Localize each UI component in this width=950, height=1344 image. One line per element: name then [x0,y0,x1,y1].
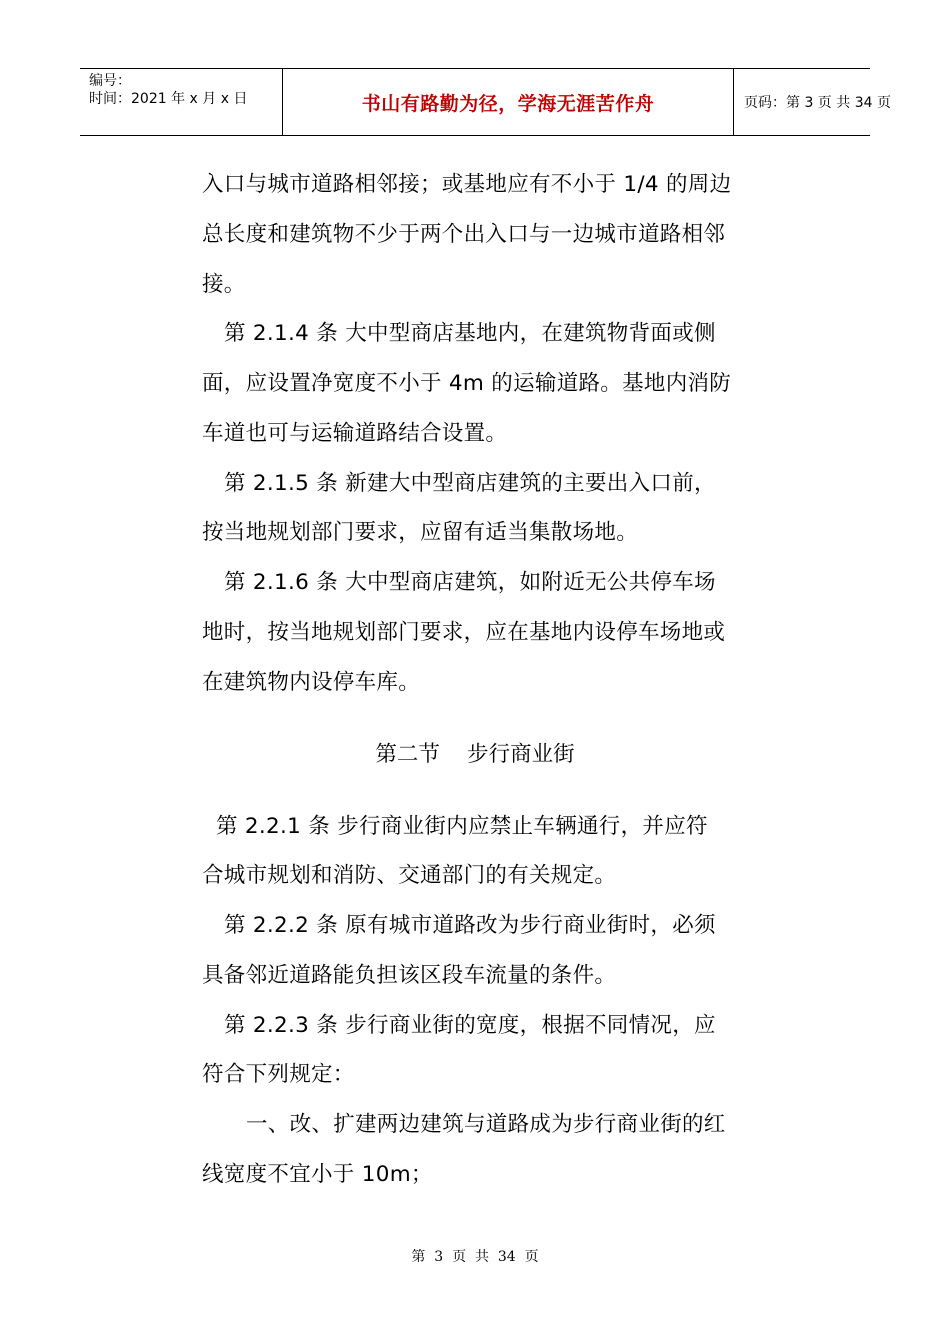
body-line: 按当地规划部门要求，应留有适当集散场地。 [202,520,639,545]
body-line: 车道也可与运输道路结合设置。 [202,421,508,446]
clause-2-1-5-heading: 第 2.1.5 条 新建大中型商店建筑的主要出入口前， [224,471,716,496]
body-line: 符合下列规定： [202,1062,355,1087]
document-number-label: 编号： [89,73,131,89]
header-motto: 书山有路勤为径，学海无涯苦作舟 [361,92,655,115]
list-item: 一、改、扩建两边建筑与道路成为步行商业街的红 [246,1112,726,1137]
body-line: 地时，按当地规划部门要求，应在基地内设停车场地或 [202,620,726,645]
clause-2-1-6-heading: 第 2.1.6 条 大中型商店建筑，如附近无公共停车场 [224,570,716,595]
section-title: 第二节 步行商业街 [375,742,575,767]
header-page-cell [734,69,891,135]
clause-2-2-3-heading: 第 2.2.3 条 步行商业街的宽度，根据不同情况，应 [224,1013,716,1038]
body-line: 合城市规划和消防、交通部门的有关规定。 [202,863,617,888]
header-meta-cell [80,69,282,135]
clause-2-1-4-heading: 第 2.1.4 条 大中型商店基地内，在建筑物背面或侧 [224,321,716,346]
body-line: 在建筑物内设停车库。 [202,670,421,695]
document-header [80,68,891,136]
page-footer: 第 3 页 共 34 页 [411,1249,539,1265]
header-motto-cell [282,69,734,135]
header-page-info: 页码：第 3 页 共 34 页 [744,95,891,111]
clause-2-2-2-heading: 第 2.2.2 条 原有城市道路改为步行商业街时，必须 [224,913,716,938]
clause-2-2-1-heading: 第 2.2.1 条 步行商业街内应禁止车辆通行，并应符 [216,814,708,839]
body-line: 面，应设置净宽度不小于 4m 的运输道路。基地内消防 [202,371,732,396]
body-line: 具备邻近道路能负担该区段车流量的条件。 [202,963,617,988]
body-line: 入口与城市道路相邻接；或基地应有不小于 1/4 的周边 [202,172,732,197]
body-line: 线宽度不宜小于 10m； [202,1162,433,1187]
document-time-label: 时间：2021 年 x 月 x 日 [89,91,248,107]
body-line: 总长度和建筑物不少于两个出入口与一边城市道路相邻 [202,222,726,247]
body-line: 接。 [202,272,246,297]
